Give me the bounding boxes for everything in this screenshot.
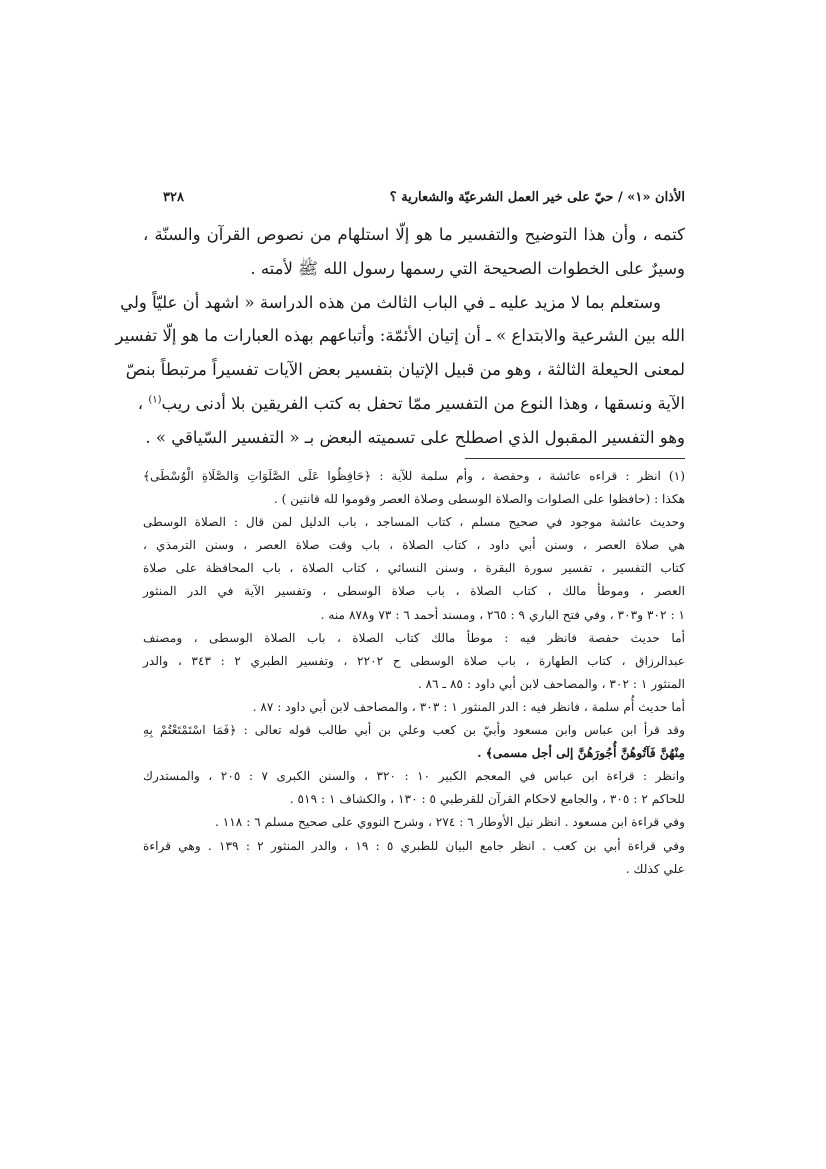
body-line [137, 387, 685, 421]
body-line: لمعنى الحيعلة الثالثة ، وهو من قبيل الإتيان بتفسير بعض الآيات تفسيراً مرتبطاً بنصّ [125, 360, 685, 380]
footnote-line: أما حديث حفصة فانظر فيه : موطأ مالك كتاب الصلاة ، باب الصلاة الوسطى ، ومصنف [143, 630, 685, 645]
footnote-reference[interactable]: (١) [148, 394, 162, 406]
footnote-line: كتاب التفسير ، تفسير سورة البقرة ، وسنن النسائي ، كتاب الصلاة ، باب المحافظة على صلاة [143, 561, 685, 576]
footnote-line: وفي قراءة ابن مسعود . انظر نيل الأوطار ٦ : ٢٧٤ ، وشرح النووي على صحيح مسلم ٦ : ١١٨ . [214, 815, 685, 830]
page-number: ٣٢٨ [163, 190, 184, 205]
body-line: وهو التفسير المقبول الذي اصطلح على تسميته البعض بـ « التفسير السّياقي » . [145, 427, 685, 447]
running-title: الأذان «١» / حيّ على خير العمل الشرعيّة والشعارية ؟ [389, 190, 685, 205]
body-line: الله بين الشرعية والابتداع » ـ أن إتيان الأئمّة: وأتباعهم بهذه العبارات ما هو إلّا تفسير [115, 326, 685, 346]
footnote-line: وحديث عائشة موجود في صحيح مسلم ، كتاب المساجد ، باب الدليل لمن قال : الصلاة الوسطى [143, 515, 685, 530]
footnote-line: مِنْهُنَّ فَآتُوهُنَّ أُجُورَهُنَّ إلى أجل مسمى﴾ . [477, 746, 685, 761]
body-line: كتمه ، وأن هذا التوضيح والتفسير ما هو إلّا استلهام من نصوص القرآن والسنّة ، [143, 225, 685, 244]
footnote-line: وانظر : قراءة ابن عباس في المعجم الكبير ١٠ : ٣٢٠ ، والسنن الكبرى ٧ : ٢٠٥ ، والمستدرك [143, 769, 686, 784]
footnote-line: وقد قرأ ابن عباس وابن مسعود وأبيّ بن كعب وعلي بن أبي طالب قوله تعالى : ﴿فَمَا اسْتَمْتَعْتُمْ بِهِ [143, 723, 685, 738]
body-line-text: الآية ونسقها ، وهذا النوع من التفسير ممّا تحفل به كتب الفريقين بلا أدنى ريب [161, 393, 685, 413]
body-line: وسيرٌ على الخطوات الصحيحة التي رسمها رسول الله ﷺ لأمته . [250, 258, 685, 278]
footnote-separator [465, 458, 685, 459]
footnote-line: المنثور ١ : ٣٠٢ ، والمصاحف لابن أبي داود : ٨٥ ـ ٨٦ . [417, 676, 685, 691]
footnote-line: وفي قراءة أبي بن كعب . انظر جامع البيان للطبري ٥ : ١٩ ، والدر المنثور ٢ : ١٣٩ . وهي قراءة [143, 838, 685, 853]
footnote-line: ١ : ٣٠٢ و٣٠٣ ، وفي فتح الباري ٩ : ٢٦٥ ، ومسند أحمد ٦ : ٧٣ و٨٧٨ منه . [320, 607, 685, 622]
footnote-line: العصر ، وموطأ مالك ، كتاب الصلاة ، باب صلاة الوسطى ، وتفسير الآية في الدر المنثور [143, 584, 685, 599]
footnotes [143, 465, 685, 881]
footnote-line: للحاكم ٢ : ٣٠٥ ، والجامع لاحكام القرآن للقرطبي ٥ : ١٣٠ ، والكشاف ١ : ٥١٩ . [289, 792, 685, 807]
footnote-line: علي كذلك . [625, 861, 685, 876]
main-text [115, 218, 685, 455]
footnote-line: (١) انظر : قراءه عائشة ، وحفصة ، وأم سلمة للآية : ﴿حَافِظُوا عَلَى الصَّلَوَاتِ وَالصَّلَاةِ الْوُسْطَى﴾ [143, 469, 685, 483]
footnote-line: أما حديث أُم سلمة ، فانظر فيه : الدر المنثور ١ : ٣٠٣ ، والمصاحف لابن أبي داود : ٨٧ . [252, 699, 685, 714]
footnote-line: عبدالرزاق ، كتاب الطهارة ، باب صلاة الوسطى ح ٢٢٠٢ ، وتفسير الطبري ٢ : ٣٤٣ ، والدر [143, 653, 686, 668]
footnote-line: هي صلاة العصر ، وسنن أبي داود ، كتاب الصلاة ، باب وقت صلاة العصر ، وسنن الترمذي ، [143, 538, 685, 553]
body-line: وستعلم بما لا مزيد عليه ـ في الباب الثالث من هذه الدراسة « اشهد أن عليّاً ولي [120, 292, 661, 312]
page-header [143, 190, 685, 212]
footnote-line: هكذا : (حافظوا على الصلوات والصلاة الوسطى وصلاة العصر وقوموا لله قانتين ) . [273, 492, 685, 507]
body-line-tail: ، [137, 393, 149, 413]
